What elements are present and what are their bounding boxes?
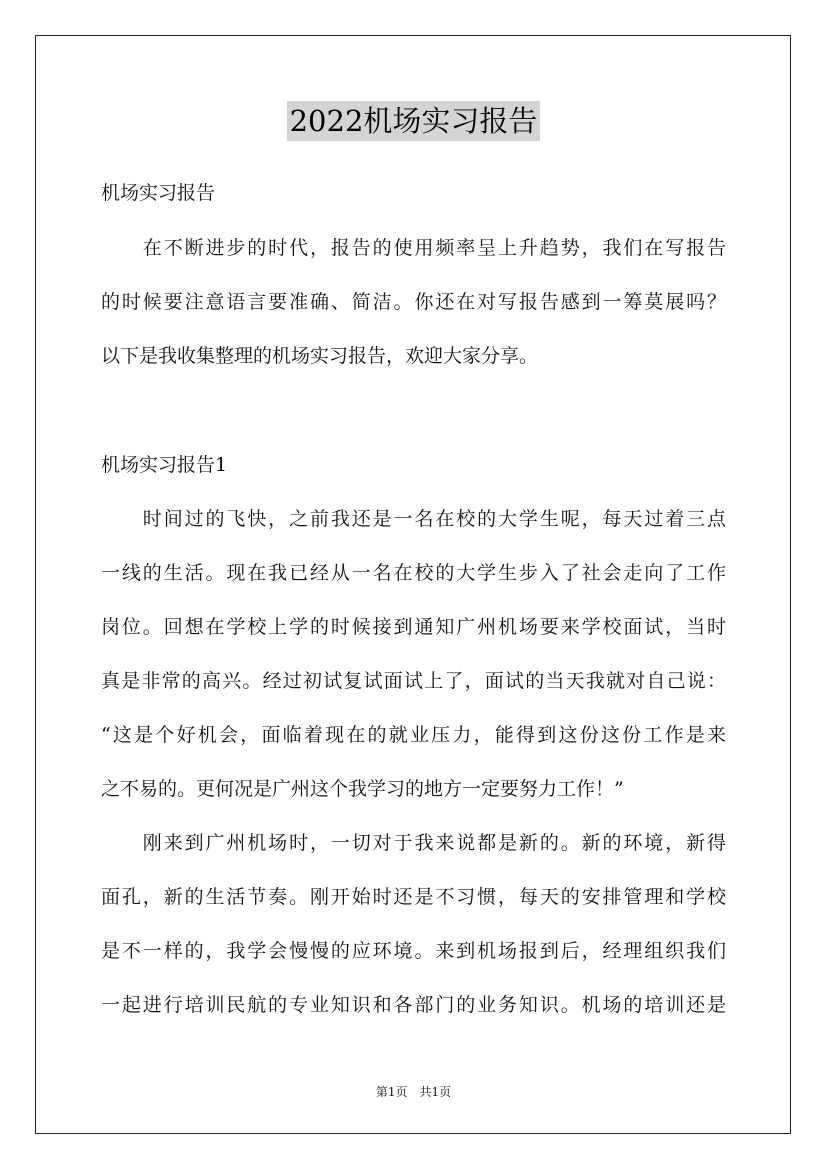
section-heading: 机场实习报告 bbox=[101, 182, 216, 204]
body-text-line: 以下是我收集整理的机场实习报告，欢迎大家分享。 bbox=[101, 345, 539, 367]
page-footer: 第1页 共1页 bbox=[375, 1085, 452, 1099]
body-text-line: 时间过的飞快，之前我还是一名在校的大学生呢，每天过着三点 bbox=[101, 508, 726, 530]
section-heading: 机场实习报告1 bbox=[101, 454, 228, 476]
body-text-line: 在不断进步的时代，报告的使用频率呈上升趋势，我们在写报告 bbox=[101, 237, 726, 259]
title-container bbox=[0, 101, 827, 141]
document-title: 2022机场实习报告 bbox=[287, 101, 541, 141]
body-text-line: 是不一样的，我学会慢慢的应环境。来到机场报到后，经理组织我们 bbox=[101, 940, 726, 962]
body-text-line: 刚来到广州机场时，一切对于我来说都是新的。新的环境，新得 bbox=[101, 832, 726, 854]
body-text-line: 之不易的。更何况是广州这个我学习的地方一定要努力工作！” bbox=[101, 778, 624, 800]
body-text-line: 面孔，新的生活节奏。刚开始时还是不习惯，每天的安排管理和学校 bbox=[101, 886, 726, 908]
body-text-line: 岗位。回想在学校上学的时候接到通知广州机场要来学校面试，当时 bbox=[101, 616, 726, 638]
body-text-line: 真是非常的高兴。经过初试复试面试上了，面试的当天我就对自己说： bbox=[101, 670, 726, 692]
body-text-line: 一起进行培训民航的专业知识和各部门的业务知识。机场的培训还是 bbox=[101, 994, 726, 1016]
body-text-line: “这是个好机会，面临着现在的就业压力，能得到这份这份工作是来 bbox=[101, 724, 726, 746]
body-text-line: 的时候要注意语言要准确、简洁。你还在对写报告感到一筹莫展吗？ bbox=[101, 291, 726, 313]
body-text-line: 一线的生活。现在我已经从一名在校的大学生步入了社会走向了工作 bbox=[101, 562, 726, 584]
